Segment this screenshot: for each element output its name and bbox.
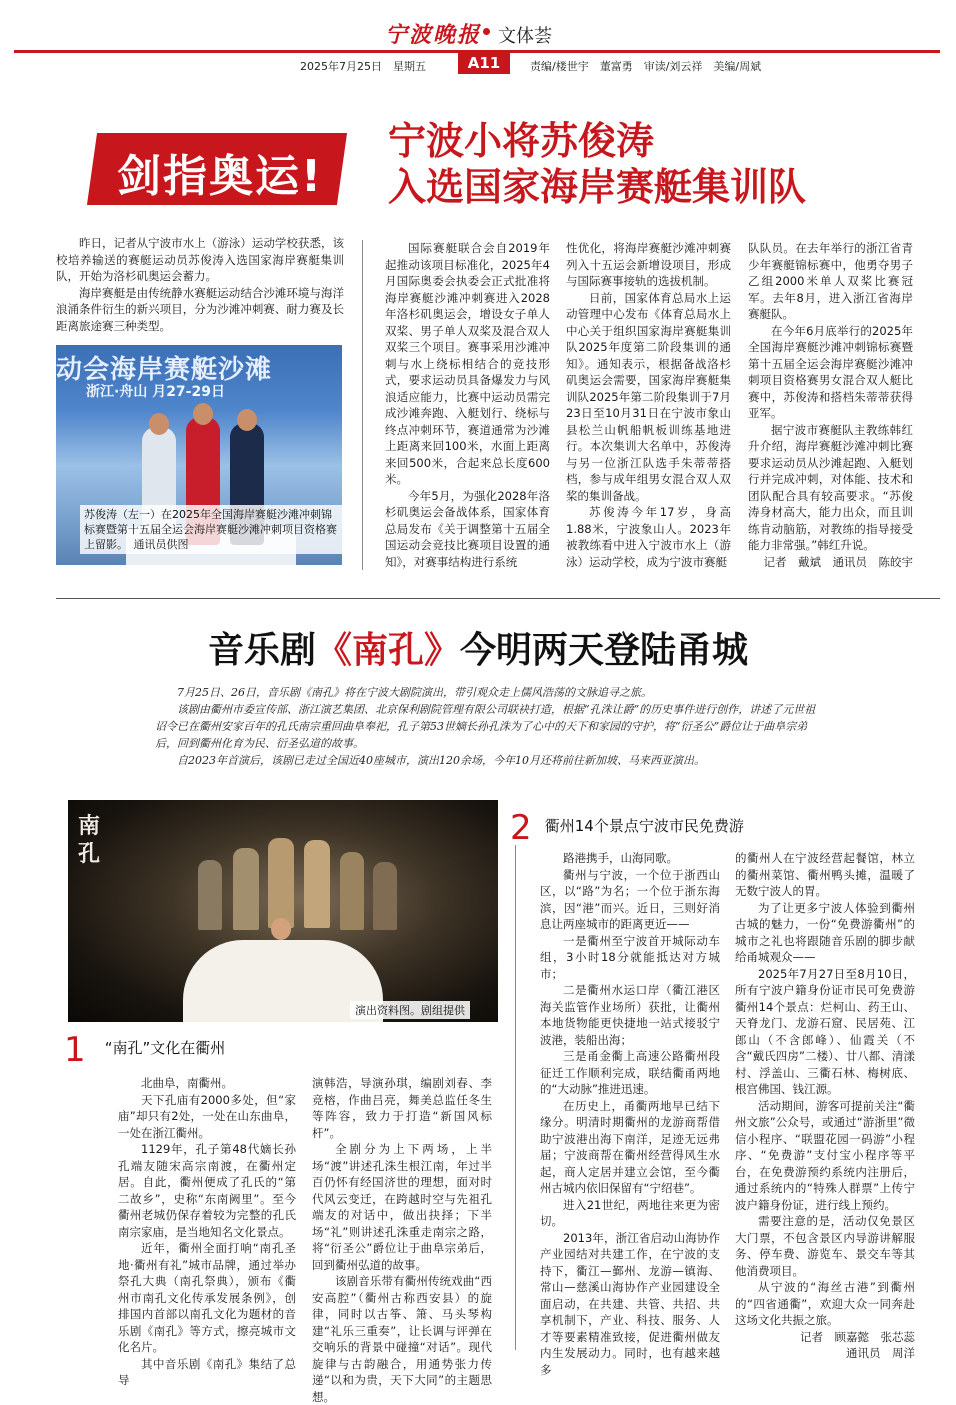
column-divider (362, 240, 363, 570)
paragraph: 从宁波的“海丝古港”到衢州的“四省通衢”，欢迎大众一同奔赴这场文化共振之旅。 (735, 1280, 915, 1327)
paragraph: 性优化，将海岸赛艇沙滩冲刺赛列入十五运会新增设项目，形成与国际赛事接轨的选拔机制。 (566, 241, 731, 288)
paragraph: 队队员。在去年举行的浙江省青少年赛艇锦标赛中，他勇夺男子乙组2000米单人双桨比赛冠军。去年8月，进入浙江省海岸赛艇队。 (748, 241, 913, 321)
paragraph: 在历史上，甬衢两地早已结下缘分。明清时期衢州的龙游商帮借助宁波港出海下南洋，足迹无远弗届；宁波商帮在衢州经营得风生水起，商人定居并建立会馆，至今衢州古城内依旧保留有“宁绍巷”。 (540, 1098, 720, 1195)
story1-kicker: 剑指奥运! (116, 151, 324, 202)
athlete-head (237, 409, 257, 431)
story1-byline: 记者 戴斌 通讯员 陈皎宇 (763, 554, 913, 569)
performer-figure (373, 862, 397, 930)
paragraph: 据宁波市赛艇队主教练韩红升介绍，海岸赛艇沙滩冲刺比赛要求运动员从沙滩起跑、入艇划行并完成冲刺，对体能、技术和团队配合具有较高要求。“苏俊涛身材高大，能力出众，而且训练肯动脑筋，对教练的指导接受能力非常强。”韩红升说。 (748, 422, 913, 552)
paragraph: 海岸赛艇是由传统静水赛艇运动结合沙滩环境与海洋浪涌条件衍生的新兴项目，分为沙滩冲刺赛、耐力赛及长距离旅途赛三种类型。 (56, 285, 344, 333)
paragraph: 苏俊涛今年17岁，身高1.88米，宁波象山人。2023年被教练看中进入宁波市水上（游泳）运动学校，成为宁波市赛艇 (566, 505, 731, 569)
paragraph: 国际赛艇联合会自2019年起推动该项目标准化，2025年4月国际奥委会执委会正式批准将海岸赛艇沙滩冲刺赛进入2028年洛杉矶奥运会，增设女子单人双桨、男子单人双桨及混合双人双桨三个项目。赛事采用沙滩冲刺与水上绕标相结合的竞技形式，要求运动员具备爆发力与风浪适应能力，比赛中运动员需完成沙滩奔跑、入艇划行、绕标与终点冲刺环节，赛道通常为沙滩上距离来回100米，水面上距离来回500米，合起来总长度600米。 (385, 241, 550, 486)
section-title: “南孔”文化在衢州 (104, 1039, 226, 1057)
section-title: 衢州14个景点宁波市民免费游 (544, 817, 744, 835)
section2-column-1 (540, 850, 720, 1378)
paragraph: 进入21世纪，两地往来更为密切。 (540, 1197, 720, 1228)
paragraph: 为了让更多宁波人体验到衢州古城的魅力，一份“免费游衢州”的城市之礼也将跟随音乐剧的脚步献给甬城观众—— (735, 900, 915, 964)
section1-column-2 (312, 1075, 492, 1405)
paragraph: 1129年，孔子第48代嫡长孙孔端友随宋高宗南渡，在衢州定居。自此，衢州便成了孔氏的“第二故乡”，史称“东南阙里”。至今衢州老城仍保存着较为完整的孔氏南宗家庙，是当地知名文化景点。 (118, 1142, 296, 1239)
section-name: 文体荟 (498, 26, 552, 47)
paragraph: 三是甬金衢上高速公路衢州段征迁工作顺利完成，联结衢甬两地的“大动脉”推进迅速。 (540, 1049, 720, 1096)
performer-figure (304, 840, 330, 928)
photo-banner-subtext: 浙江·舟山 月27-29日 (86, 384, 225, 400)
page-number-badge: A11 (458, 52, 510, 74)
story2-headline-pre: 音乐剧 (207, 630, 316, 671)
paragraph: 的衢州人在宁波经营起餐馆，林立的衢州菜馆、衢州鸭头摊，温暖了无数宁波人的胃。 (735, 851, 915, 898)
lead-actor-head (271, 918, 291, 940)
story2-headline-title: 《南孔》 (315, 630, 460, 671)
athlete-head (149, 413, 169, 435)
paragraph: 天下孔庙有2000多处，但“家庙”却只有2处，一处在山东曲阜，一处在浙江衢州。 (118, 1092, 296, 1140)
issue-date: 2025年7月25日 星期五 (300, 60, 426, 73)
section1-heading (64, 1030, 225, 1070)
paragraph: 演韩浩，导演孙琪，编剧刘春、李竞榕，作曲吕亮，舞美总监任冬生等阵容，致力于打造“新国风标杆”。 (312, 1076, 492, 1140)
masthead-logo: 宁波晚报 (385, 22, 482, 48)
paragraph: 2025年7月27日至8月10日，所有宁波户籍身份证市民可免费游衢州14个景点：烂柯山、药王山、天脊龙门、龙游石窟、民居苑、江郎山（不含郎峰）、仙霞关（不含“戴氏四房”二楼）、廿八都、清漾村、浮盖山、三衢石林、梅树底、根宫佛国、钱江源。 (735, 966, 915, 1096)
masthead-dot (483, 28, 490, 35)
paragraph: 在今年6月底举行的2025年全国海岸赛艇沙滩冲刺锦标赛暨第十五届全运会海岸赛艇沙滩冲刺项目资格赛男女混合双人艇比赛中，苏俊涛和搭档朱蒂蒂获得亚军。 (748, 323, 913, 420)
column-divider (515, 845, 516, 1350)
story1-intro-column (56, 235, 344, 334)
section-number: 1 (64, 1030, 86, 1070)
story2-photo-caption: 演出资料图。剧组提供 (350, 1001, 470, 1019)
paragraph: 北曲阜，南衢州。 (141, 1076, 233, 1090)
paragraph: 2013年，浙江省启动山海协作产业园结对共建工作，在宁波的支持下，衢江—鄞州、龙游—镇海、常山—慈溪山海协作产业园建设全面启动，在共建、共管、共招、共享机制下，产业、科技、服务、人才等要素精准致接，促进衢州做友内生发展动力。同时，也有越来越多 (540, 1230, 720, 1377)
paragraph: 昨日，记者从宁波市水上（游泳）运动学校获悉，该校培养输送的赛艇运动员苏俊涛入选国家海岸赛艇集训队，开始为洛杉矶奥运会蓄力。 (56, 236, 344, 283)
editor-credits: 责编/楼世宇 董富勇 审读/刘云祥 美编/周斌 (530, 60, 762, 73)
lead-paragraph: 自2023年首演后，该剧已走过全国近40座城市，演出120余场，今年10月还将前往新加坡、马来西亚演出。 (177, 754, 705, 767)
nankong-logo: 南孔 (78, 813, 101, 867)
paragraph: 需要注意的是，活动仅免景区大门票，不包含景区内导游讲解服务、停车费、游览车、景交车等其他消费项目。 (735, 1214, 915, 1278)
paragraph: 近年，衢州全面打响“南孔圣地·衢州有礼”城市品牌，通过举办祭孔大典（南孔祭典），颁布《衢州市南孔文化传承发展条例》，创排国内首部以南孔文化为题材的音乐剧《南孔》等方式，擦亮城市文化名片。 (118, 1241, 296, 1354)
paragraph: 路港携手，山海同歌。 (563, 851, 678, 865)
performer-figure (198, 860, 222, 930)
section-number: 2 (510, 808, 532, 848)
story1-column-4 (748, 240, 913, 570)
story-separator (56, 598, 940, 599)
story1-headline-line1: 宁波小将苏俊涛 (388, 119, 655, 163)
paragraph: 一是衢州至宁波首开城际动车组，3小时18分就能抵达对方城市； (540, 933, 720, 981)
paragraph: 二是衢州水运口岸（衢江港区海关监管作业场所）获批，让衢州本地货物能更快捷地一站式接驳宁波港，装船出海； (540, 983, 720, 1047)
story2-byline: 记者 顾嘉懿 张芯蕊 (800, 1329, 915, 1344)
performer-figure (268, 838, 294, 928)
performer-figure (340, 852, 364, 930)
story2-lead (155, 684, 825, 769)
paragraph: 全剧分为上下两场，上半场“渡”讲述孔洙生根江南，年过半百仍怀有经国济世的理想，面对时代风云变迁，在跨越时空与先祖孔端友的对话中，做出抉择；下半场“礼”则讲述孔洙重走南宗之路，将“衍圣公”爵位让于曲阜宗弟后，回到衢州弘道的故事。 (312, 1142, 492, 1272)
story1-column-3 (566, 240, 731, 570)
performer-figure (233, 848, 259, 930)
paragraph: 日前，国家体育总局水上运动管理中心发布《体育总局水上中心关于组织国家海岸赛艇集训队2025年度第二阶段集训的通知》。通知表示，根据备战洛杉矶奥运会需要，国家海岸赛艇集训队2025年第二阶段集训于7月23日至10月31日在宁波市象山县松兰山帆船帆板训练基地进行。本次集训大名单中，苏俊涛与另一位浙江队选手朱蒂蒂搭档，参与成年组男女混合双人双桨的集训备战。 (566, 290, 731, 503)
paragraph: 该剧音乐带有衢州传统戏曲“西安高腔”（衢州古称西安县）的旋律，同时以古筝、箫、马头琴构建“礼乐三重奏”，让长调与评弹在交响乐的背景中碰撞“对话”。现代旋律与古韵融合，用通势张力传递“以和为贵，天下大同”的主题思想。 (312, 1274, 492, 1404)
paragraph: 衢州与宁波，一个位于浙西山区，以“路”为名；一个位于浙东海滨，因“港”而兴。近日，三则好消息让两座城市的距离更近—— (540, 867, 720, 931)
story1-column-2 (385, 240, 550, 570)
lead-paragraph: 该剧由衢州市委宣传部、浙江演艺集团、北京保利剧院管理有限公司联袂打造，根据“孔洙让爵”的历史事件进行创作，讲述了元世祖诏令已在衢州安家百年的孔氏南宗重回曲阜奉祀，孔子第53世嫡长孙孔洙为了心中的天下和家园的守护，将“衍圣公”爵位让于曲阜宗弟后，回到衢州化育为民、衍圣弘道的故事。 (155, 703, 816, 750)
section1-column-1 (118, 1075, 296, 1389)
paragraph: 今年5月，为强化2028年洛杉矶奥运会备战体系，国家体育总局发布《关于调整第十五届全国运动会竞技比赛项目设置的通知》，对赛事结构进行系统 (385, 488, 550, 569)
lead-paragraph: 7月25日、26日，音乐剧《南孔》将在宁波大剧院演出，带引观众走上儒风浩荡的文脉追寻之旅。 (177, 686, 652, 699)
story2-stage-photo (68, 800, 498, 1022)
paragraph: 其中音乐剧《南孔》集结了总导 (118, 1356, 296, 1387)
story2-headline (0, 622, 956, 673)
paragraph: 活动期间，游客可提前关注“衢州文旅”公众号，或通过“游浙里”微信小程序、“联盟花园一码游”小程序、“免费游”支付宝小程序等平台，在免费游预约系统内注册后，通过系统内的“特殊人群票”上传宁波户籍身份证，进行线上预约。 (735, 1098, 915, 1212)
story2-byline: 通讯员 周洋 (846, 1346, 915, 1360)
section2-column-2 (735, 850, 915, 1362)
story1-headline (388, 118, 928, 210)
athlete-head (193, 403, 213, 425)
section2-heading (510, 808, 744, 848)
story2-headline-post: 今明两天登陆甬城 (460, 630, 749, 671)
story1-headline-line2: 入选国家海岸赛艇集训队 (388, 165, 807, 209)
photo-banner-text: 动会海岸赛艇沙滩 (56, 355, 273, 385)
story1-photo-caption: 苏俊涛（左一）在2025年全国海岸赛艇沙滩冲刺锦标赛暨第十五届全运会海岸赛艇沙滩冲刺项目资格赛上留影。 通讯员供图 (80, 505, 346, 554)
